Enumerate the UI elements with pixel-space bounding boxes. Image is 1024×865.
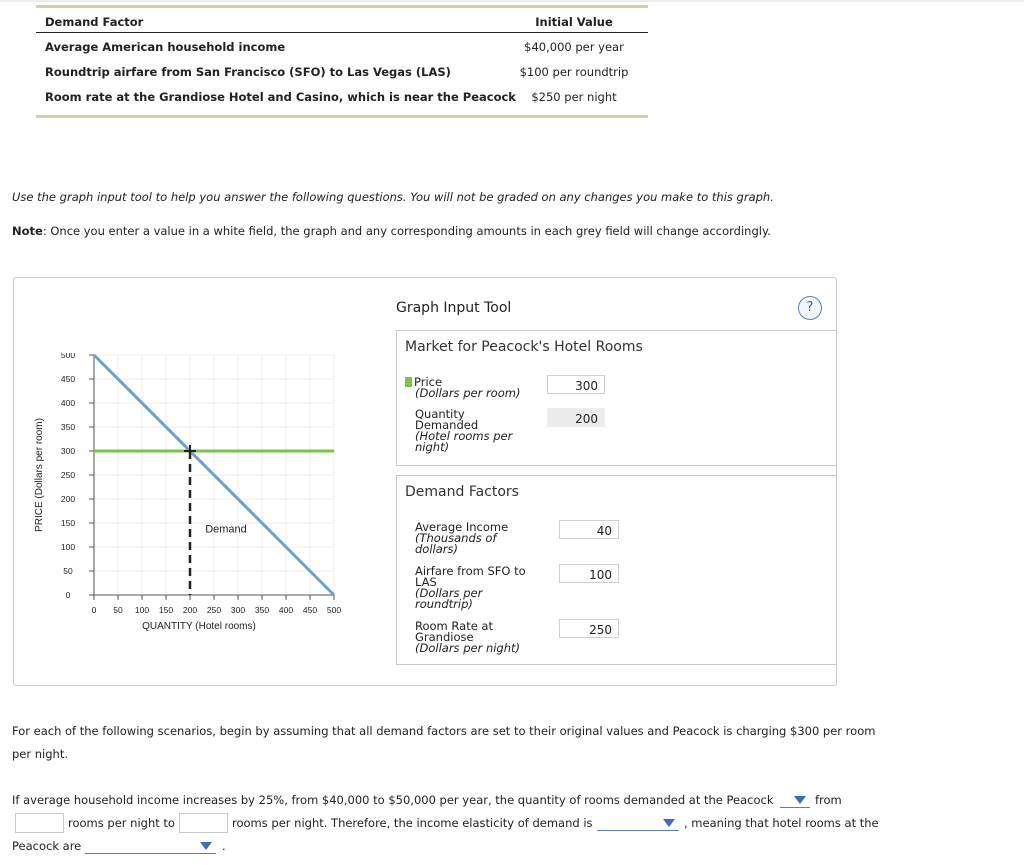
income-sub-line2: dollars)	[415, 542, 458, 556]
top-divider	[0, 0, 1024, 2]
quantity-sub-line1: (Hotel rooms per	[415, 429, 513, 443]
help-button[interactable]: ?	[798, 296, 822, 320]
y-tick-label: 300	[60, 446, 76, 456]
table-row	[36, 33, 648, 58]
x-tick-label: 450	[302, 605, 318, 615]
row-label: Average American household income	[45, 40, 286, 54]
airfare-label-line2: LAS	[415, 575, 437, 589]
demand-graph[interactable]	[34, 353, 344, 643]
row-label: Room rate at the Grandiose Hotel and Casino, which is near the Peacock	[45, 90, 516, 104]
income-sub-line1: (Thousands of	[415, 531, 497, 545]
y-tick-label: 150	[60, 518, 76, 528]
price-sub: (Dollars per room)	[415, 386, 521, 400]
airfare-sub-line1: (Dollars per	[415, 586, 483, 600]
x-tick-label: 350	[254, 605, 270, 615]
airfare-sub-line2: roundtrip)	[415, 597, 473, 611]
question-elasticity: rooms per night. Therefore, the income elasticity of demand is	[232, 816, 593, 830]
table-row	[36, 58, 648, 83]
price-legend-swatch	[405, 377, 412, 387]
tool-title: Graph Input Tool	[396, 300, 512, 316]
chevron-down-icon	[794, 796, 806, 804]
initial-quantity-input[interactable]	[15, 813, 64, 833]
x-tick-label: 200	[182, 605, 198, 615]
y-tick-label: 250	[60, 470, 76, 480]
scenario-intro-line1: For each of the following scenarios, begin by assuming that all demand factors are set to their original values and Peacock is charging $300 per room	[12, 724, 876, 738]
y-tick-label: 100	[60, 542, 76, 552]
row-label: Roundtrip airfare from San Francisco (SFO) to Las Vegas (LAS)	[45, 65, 451, 79]
room-rate-label	[415, 621, 520, 654]
x-tick-label: 400	[278, 605, 294, 615]
quantity-demanded-output: 200	[547, 408, 605, 427]
market-title: Market for Peacock's Hotel Rooms	[405, 339, 643, 355]
quantity-label-line2: Demanded	[415, 418, 479, 432]
x-tick-label: 100	[134, 605, 150, 615]
market-box	[396, 330, 837, 466]
good-type-dropdown[interactable]	[85, 839, 216, 854]
demand-label: Demand	[205, 523, 247, 536]
scenario-intro	[12, 720, 1002, 766]
y-tick-label: 0	[65, 590, 71, 600]
x-tick-label: 50	[113, 605, 123, 615]
question-meaning: , meaning that hotel rooms at the	[684, 816, 879, 830]
elasticity-dropdown[interactable]	[597, 816, 679, 831]
header-initial-value: Initial Value	[535, 15, 613, 29]
question-text-1: If average household income increases by 25%, from $40,000 to $50,000 per year, the quantity of rooms demanded at the Peacock	[12, 793, 774, 807]
y-tick-label: 50	[63, 566, 73, 576]
factors-title: Demand Factors	[405, 484, 519, 500]
chevron-down-icon	[663, 819, 675, 827]
airfare-label-line1: Airfare from SFO to	[415, 564, 526, 578]
chevron-down-icon	[200, 842, 212, 850]
x-axis-title: QUANTITY (Hotel rooms)	[142, 621, 256, 632]
income-input[interactable]: 40	[559, 520, 619, 539]
quantity-label-line1: Quantity	[415, 407, 465, 421]
demand-factors-box	[396, 475, 837, 665]
quantity-change-dropdown[interactable]	[780, 793, 810, 808]
question-period: .	[222, 839, 226, 853]
quantity-sub-line2: night)	[415, 440, 450, 454]
y-tick-label: 450	[60, 374, 76, 384]
demand-factor-table	[36, 5, 648, 118]
x-tick-label: 0	[91, 605, 97, 615]
graph-instructions: Use the graph input tool to help you answer the following questions. You will not be graded on any changes you make to this graph.	[12, 190, 774, 204]
question-peacock-are: Peacock are	[12, 839, 82, 853]
airfare-label	[415, 566, 526, 610]
y-tick-label: 350	[60, 422, 76, 432]
price-label-text: Price	[414, 375, 443, 389]
table-bottom-rule	[36, 115, 648, 118]
y-axis-title: PRICE (Dollars per room)	[34, 418, 45, 532]
price-label	[415, 377, 520, 399]
y-tick-label: 200	[60, 494, 76, 504]
note-text	[12, 224, 771, 238]
x-tick-label: 150	[158, 605, 174, 615]
income-label-text: Average Income	[415, 520, 509, 534]
room-rate-label-line2: Grandiose	[415, 630, 474, 644]
room-rate-input[interactable]: 250	[559, 619, 619, 638]
question-rooms-to: rooms per night to	[68, 816, 175, 830]
room-rate-label-line1: Room Rate at	[415, 619, 493, 633]
note-label: Note	[12, 224, 43, 238]
note-body: : Once you enter a value in a white field, the graph and any corresponding amounts in each grey field will change accordingly.	[42, 224, 771, 238]
table-row	[36, 83, 648, 108]
scenario-intro-line2: per night.	[12, 747, 68, 761]
price-input[interactable]: 300	[547, 375, 605, 394]
income-label	[415, 522, 508, 555]
y-tick-label: 400	[60, 398, 76, 408]
room-rate-sub: (Dollars per night)	[415, 641, 521, 655]
header-demand-factor: Demand Factor	[45, 15, 144, 29]
row-value: $250 per night	[531, 90, 617, 104]
x-tick-label: 500	[326, 605, 342, 615]
question-from: from	[815, 793, 842, 807]
y-tick-label: 500	[60, 353, 76, 360]
row-value: $100 per roundtrip	[519, 65, 629, 79]
chart-svg[interactable]	[34, 353, 344, 643]
x-tick-label: 300	[230, 605, 246, 615]
graph-input-tool	[13, 277, 837, 686]
quantity-label	[415, 409, 512, 453]
row-value: $40,000 per year	[524, 40, 624, 54]
table-header-row	[36, 8, 648, 33]
new-quantity-input[interactable]	[179, 813, 228, 833]
x-tick-label: 250	[206, 605, 222, 615]
airfare-input[interactable]: 100	[559, 564, 619, 583]
